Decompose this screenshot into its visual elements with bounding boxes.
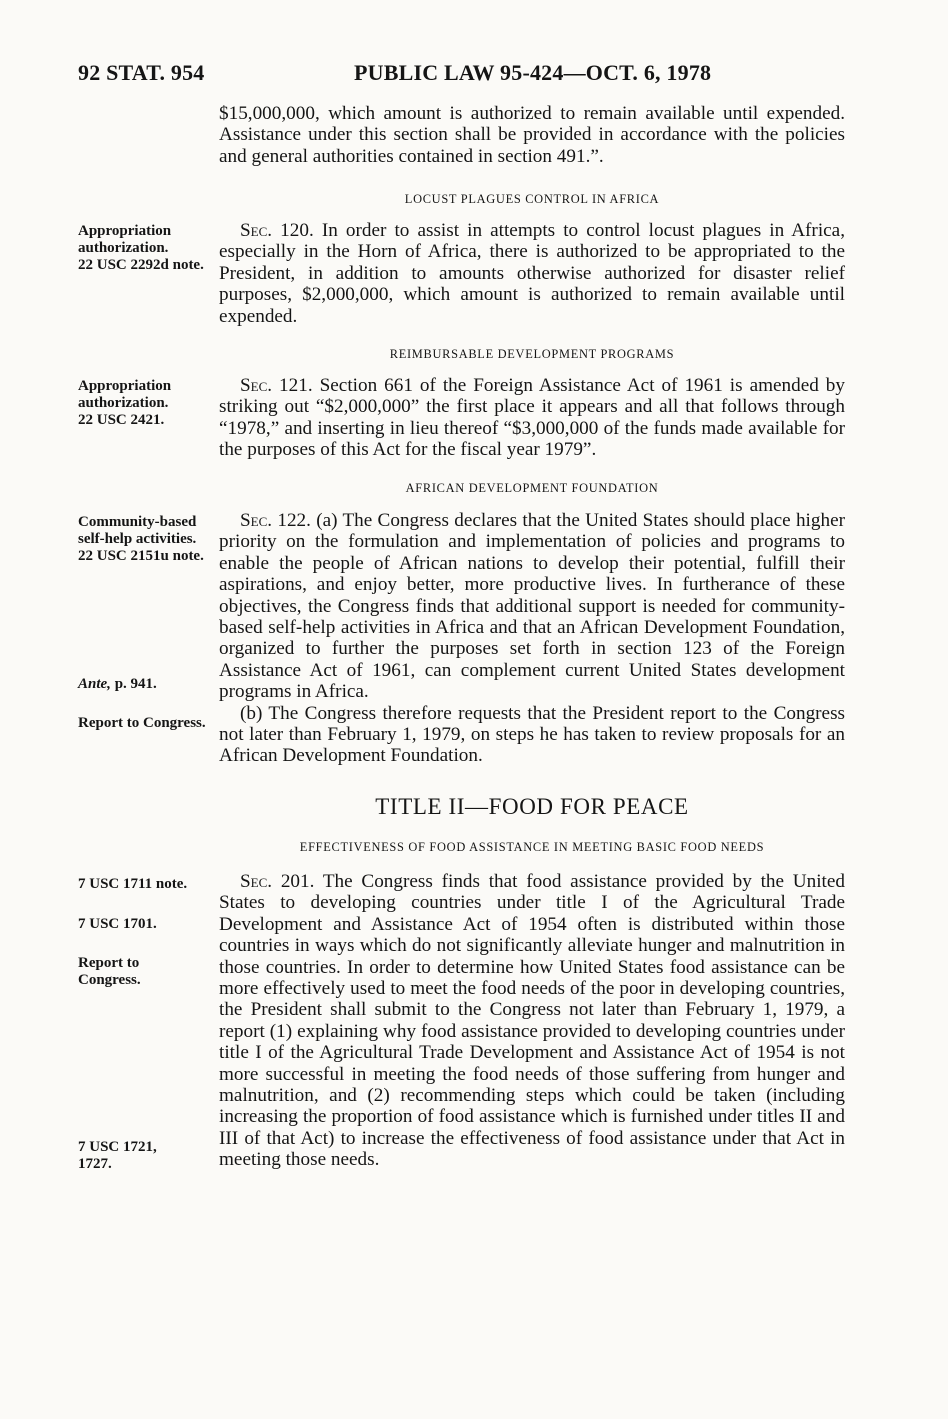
continued-paragraph <box>219 103 845 167</box>
margin-note-sec122 <box>78 514 218 565</box>
heading-african-foundation: AFRICAN DEVELOPMENT FOUNDATION <box>405 481 659 495</box>
page-stat-number: 92 STAT. 954 <box>78 60 205 85</box>
margin-note-appropriation: Appropriation authorization. <box>78 378 172 411</box>
section-text-a: (a) The Congress declares that the United States should place higher priority on the formulation and implementation of policies and programs to enable the people of African nations to develop their potential, fulfill their aspirations, and enjoy better, more productive lives. In furtherance of these objectives, the Congress finds that additional support is needed for community-based self-help activities in Africa and that an African Development Foundation, organized to further the purposes set forth in section 123 of the Foreign Assistance Act of 1961, can complement current United States development programs in Africa. <box>219 510 845 703</box>
margin-note-ante-page: p. 941. <box>110 676 157 692</box>
heading-effectiveness: EFFECTIVENESS OF FOOD ASSISTANCE IN MEETING BASIC FOOD NEEDS <box>299 840 765 854</box>
margin-note-7usc1701: 7 USC 1701. <box>78 916 157 932</box>
section-text: In order to assist in attempts to control locust plagues in Africa, especially in the Horn of Africa, there is authorized to be appropriated to the President, in addition to amounts otherwise authorized for disaster relief purposes, $2,000,000, which amount is authorized to remain available until expended. <box>219 220 845 327</box>
margin-note-usc: 22 USC 2151u note. <box>78 548 204 564</box>
section-label: Sec. 122. <box>240 510 311 531</box>
section-121 <box>219 375 845 461</box>
paragraph-text: $15,000,000, which amount is authorized to remain available until expended. Assistance under this section shall be provided in accordance with the policies and general authorities contained in section 491.”. <box>219 103 845 167</box>
margin-note-appropriation: Appropriation authorization. <box>78 223 172 256</box>
section-label: Sec. 120. <box>240 220 314 241</box>
margin-note-7usc1711: 7 USC 1711 note. <box>78 876 188 892</box>
section-text-b: (b) The Congress therefore requests that the President report to the Congress not later than February 1, 1979, on steps he has taken to review proposals for an African Development Foundation. <box>219 702 845 767</box>
section-label: Sec. 121. <box>240 375 313 396</box>
section-120 <box>219 220 845 327</box>
margin-note-usc: 22 USC 2421. <box>78 412 165 428</box>
margin-note-usc: 22 USC 2292d note. <box>78 257 204 273</box>
section-text: The Congress finds that food assistance provided by the United States to developing countries under title I of the Agricultural Trade Development and Assistance Act of 1954 often is distributed within those countries in ways which do not significantly alleviate hunger and malnutrition in those countries. In order to determine how United States food assistance can be more effectively used to meet the food needs of the poor in developing countries, the President shall submit to the Congress not later than February 1, 1979, a report (1) explaining why food assistance provided to developing countries under title I of the Agricultural Trade Development and Assistance Act of 1954 is not more successful in meeting the food needs of those suffering from hunger and malnutrition, and (2) recommending steps which could be taken (including increasing the proportion of food assistance which is furnished under titles II and III of that Act) to increase the effectiveness of food assistance under that Act in meeting those needs. <box>219 871 845 1171</box>
section-label: Sec. 201. <box>240 871 315 892</box>
heading-locust-plagues: LOCUST PLAGUES CONTROL IN AFRICA <box>404 192 660 206</box>
margin-note-report-1: Report to Congress. <box>78 715 206 731</box>
margin-note-community: Community-based self-help activities. <box>78 514 197 547</box>
margin-note-7usc1721: 7 USC 1721, 1727. <box>78 1139 157 1172</box>
title-ii-heading: TITLE II—FOOD FOR PEACE <box>375 794 689 819</box>
heading-reimbursable: REIMBURSABLE DEVELOPMENT PROGRAMS <box>389 347 675 361</box>
section-201 <box>219 871 845 1171</box>
margin-note-ante-italic: Ante, <box>78 676 111 692</box>
section-122 <box>219 510 845 767</box>
margin-note-ante <box>78 676 218 693</box>
margin-note-sec121 <box>78 378 218 429</box>
margin-note-report-2: Report to Congress. <box>78 955 141 988</box>
section-text: Section 661 of the Foreign Assistance Act of 1961 is amended by striking out “$2,000,000” the first place it appears and all that follows through “1978,” and inserting in lieu thereof “$3,000,000 of the funds made available for the purposes of this Act for the fiscal year 1979”. <box>219 375 845 461</box>
margin-note-sec120 <box>78 223 218 274</box>
page-law-title: PUBLIC LAW 95-424—OCT. 6, 1978 <box>354 60 712 85</box>
